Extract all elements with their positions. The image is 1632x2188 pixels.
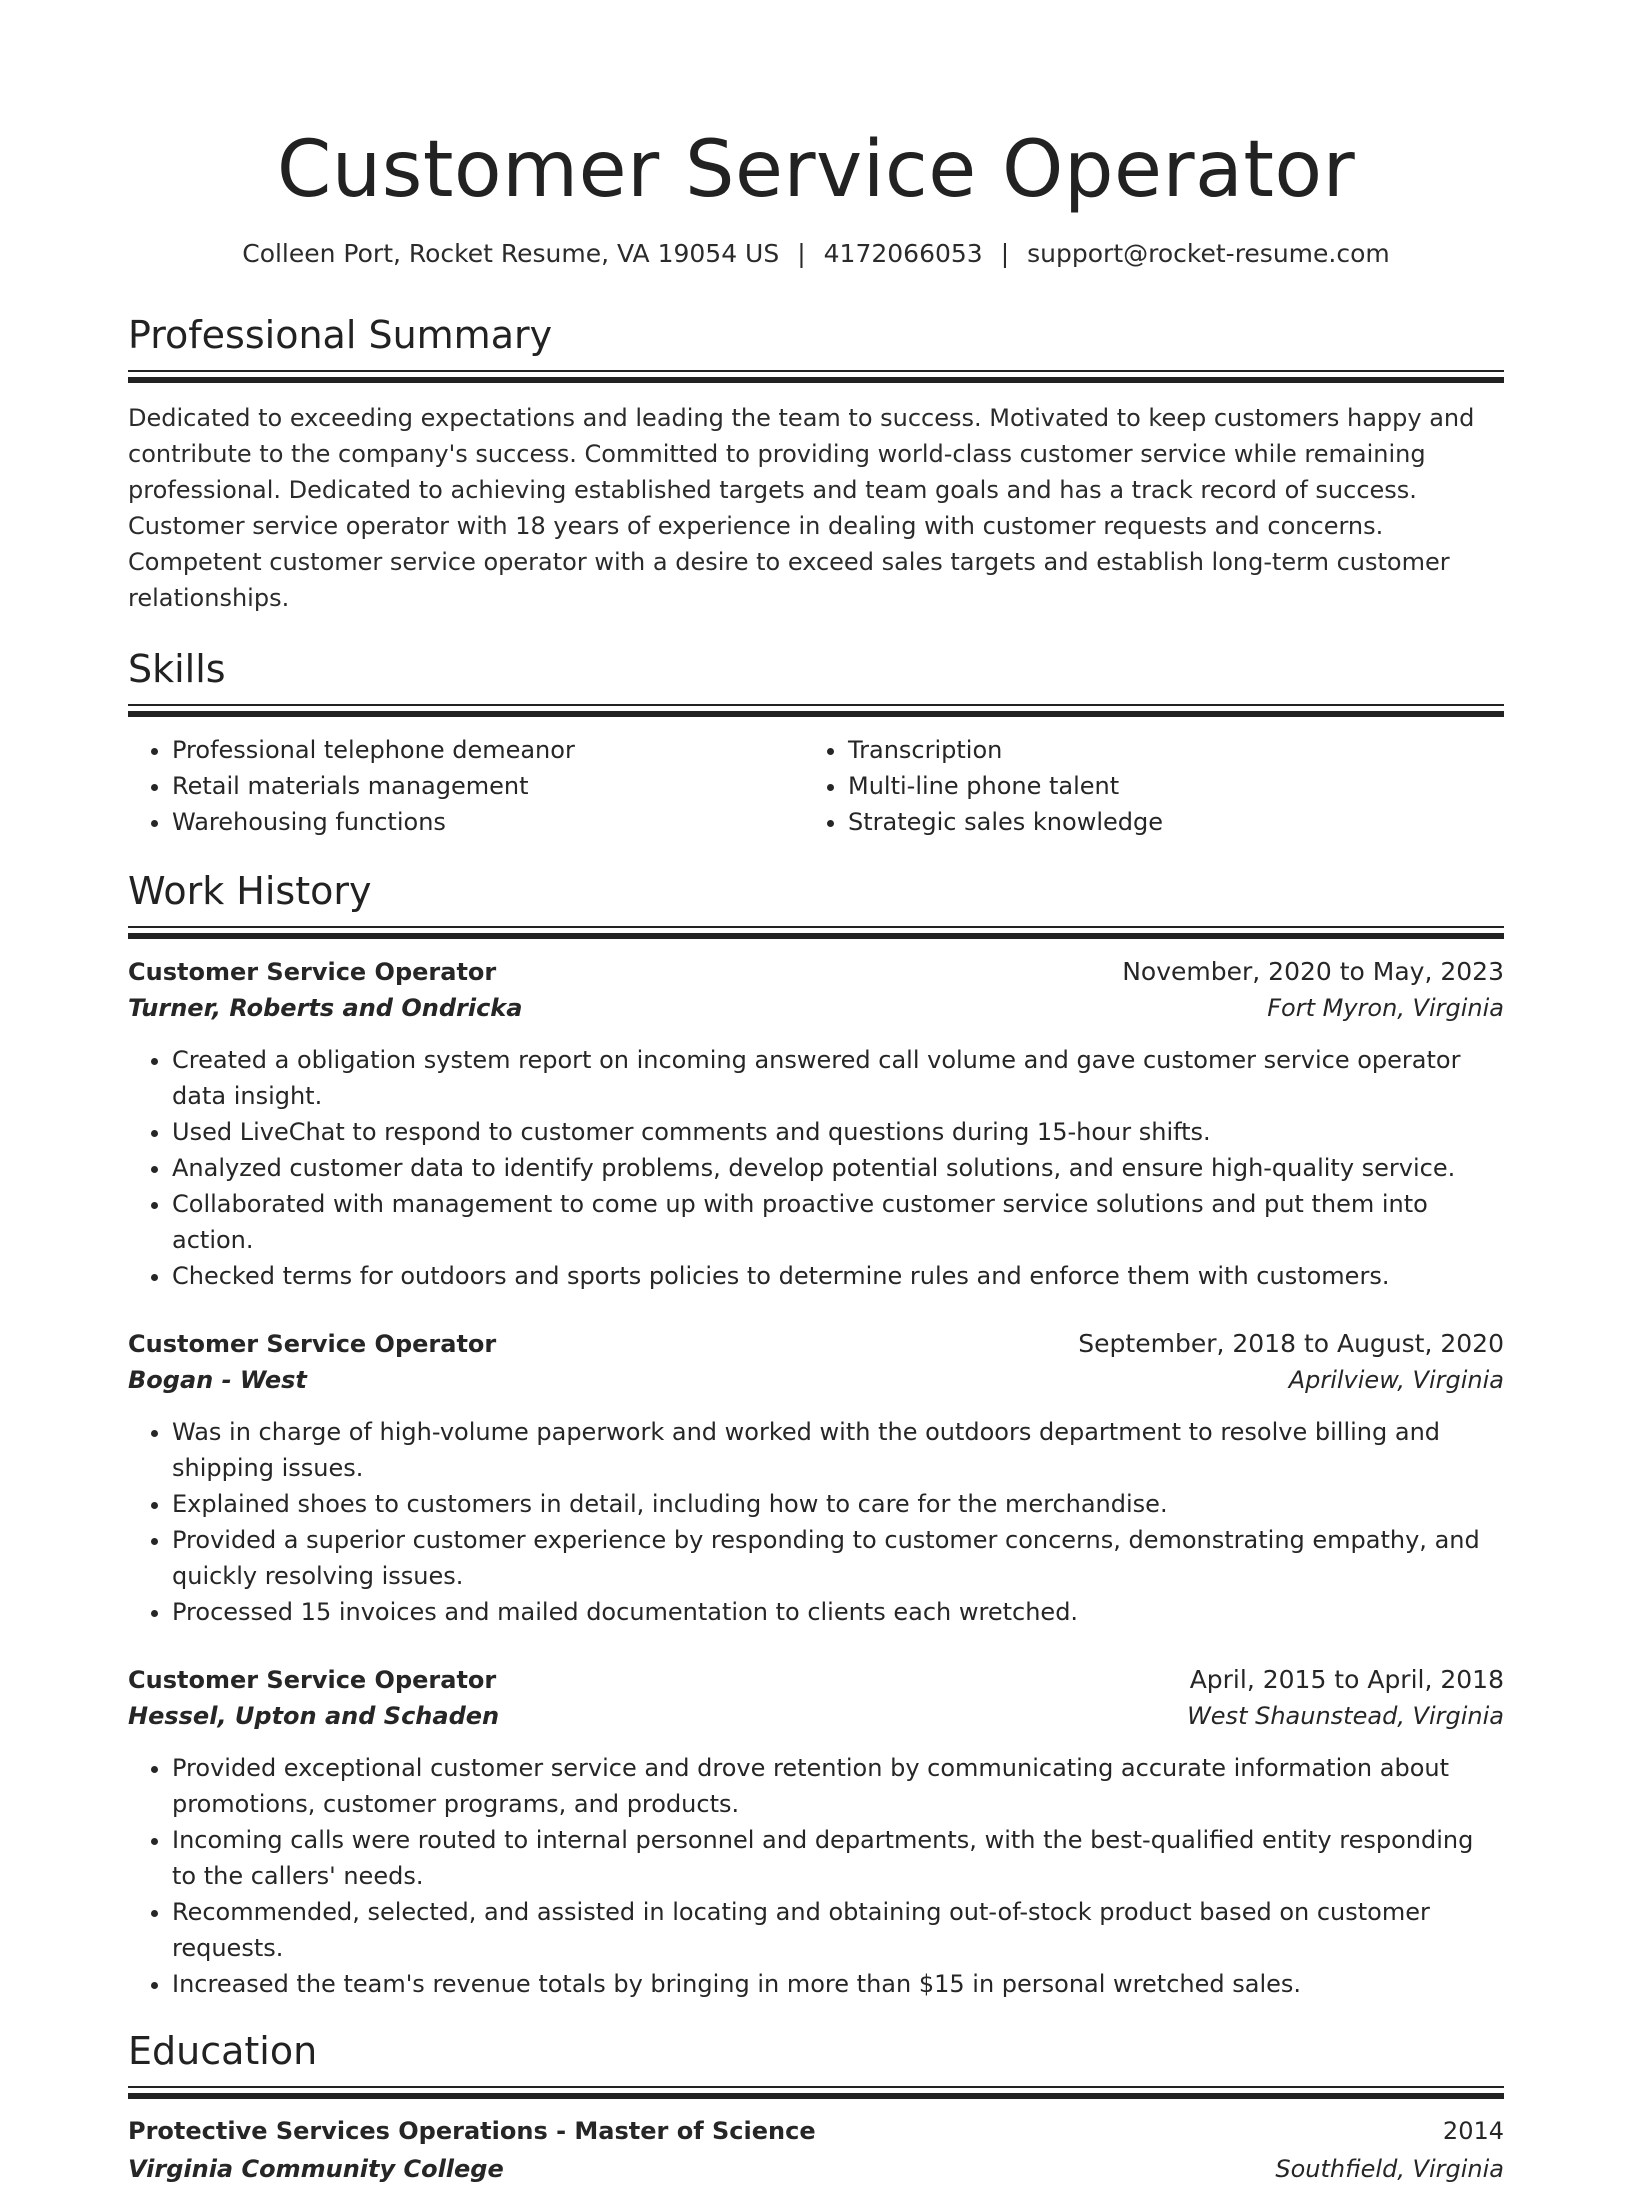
contact-address: Colleen Port, Rocket Resume, VA 19054 US xyxy=(242,239,780,268)
job-entry xyxy=(128,1662,1504,2002)
skill-item: • Professional telephone demeanor xyxy=(172,732,804,768)
job-location: Fort Myron, Virginia xyxy=(1267,994,1504,1022)
job-bullets xyxy=(128,1750,1504,2002)
contact-email: support@rocket-resume.com xyxy=(1027,239,1390,268)
job-title: Customer Service Operator xyxy=(128,1666,497,1694)
skill-item: • Transcription xyxy=(848,732,1480,768)
job-bullets xyxy=(128,1042,1504,1294)
job-bullet: • Used LiveChat to respond to customer comments and questions during 15-hour shifts. xyxy=(172,1114,1504,1150)
section-divider xyxy=(128,926,1504,940)
skill-item: • Multi-line phone talent xyxy=(848,768,1480,804)
section-heading-work: Work History xyxy=(128,869,372,913)
job-bullet: • Created a obligation system report on incoming answered call volume and gave customer service operator data insight. xyxy=(172,1042,1504,1114)
job-bullet: • Provided exceptional customer service and drove retention by communicating accurate information about promotions, customer programs, and products. xyxy=(172,1750,1504,1822)
skill-item: • Strategic sales knowledge xyxy=(848,804,1480,840)
job-company: Turner, Roberts and Ondricka xyxy=(128,994,523,1022)
education-year: 2014 xyxy=(1442,2117,1504,2145)
section-heading-skills: Skills xyxy=(128,647,226,691)
education-location: Southfield, Virginia xyxy=(1275,2155,1504,2183)
job-bullet: • Provided a superior customer experience by responding to customer concerns, demonstrating empathy, and quickly resolving issues. xyxy=(172,1522,1504,1594)
section-divider xyxy=(128,370,1504,384)
contact-separator: | xyxy=(1000,239,1010,268)
job-bullets xyxy=(128,1414,1504,1630)
section-divider xyxy=(128,2086,1504,2100)
job-dates: November, 2020 to May, 2023 xyxy=(1122,957,1504,986)
job-bullet: • Collaborated with management to come up with proactive customer service solutions and put them into action. xyxy=(172,1186,1504,1258)
section-heading-summary: Professional Summary xyxy=(128,313,553,357)
contact-separator: | xyxy=(797,239,806,268)
contact-line xyxy=(128,238,1504,270)
skills-column-right xyxy=(804,732,1480,840)
job-entry xyxy=(128,954,1504,1294)
job-bullet: • Recommended, selected, and assisted in locating and obtaining out-of-stock product based on customer requests. xyxy=(172,1894,1504,1966)
section-divider xyxy=(128,704,1504,718)
job-company: Bogan - West xyxy=(128,1366,307,1394)
job-bullet: • Was in charge of high-volume paperwork and worked with the outdoors department to resolve billing and shipping issues. xyxy=(172,1414,1504,1486)
job-bullet: • Explained shoes to customers in detail, including how to care for the merchandise. xyxy=(172,1486,1504,1522)
job-bullet: • Increased the team's revenue totals by bringing in more than $15 in personal wretched sales. xyxy=(172,1966,1504,2002)
job-dates: April, 2015 to April, 2018 xyxy=(1189,1665,1504,1694)
job-title: Customer Service Operator xyxy=(128,1330,497,1358)
education-school: Virginia Community College xyxy=(128,2155,504,2183)
summary-text: Dedicated to exceeding expectations and leading the team to success. Motivated to keep customers happy and contribute to the company's success. Committed to providing world-class customer service while remaining professional. Dedicated to achieving established targets and team goals and has a track record of success. Customer service operator with 18 years of experience in dealing with customer requests and concerns. Competent customer service operator with a desire to exceed sales targets and establish long-term customer relationships. xyxy=(128,404,1475,612)
job-dates: September, 2018 to August, 2020 xyxy=(1078,1329,1504,1358)
job-company: Hessel, Upton and Schaden xyxy=(128,1702,500,1730)
job-title: Customer Service Operator xyxy=(128,958,497,986)
resume-title: Customer Service Operator xyxy=(276,125,1356,215)
contact-phone: 4172066053 xyxy=(823,239,983,268)
skill-item: • Retail materials management xyxy=(172,768,804,804)
skills-list xyxy=(128,732,1504,840)
job-bullet: • Incoming calls were routed to internal personnel and departments, with the best-qualified entity responding to the callers' needs. xyxy=(172,1822,1504,1894)
skills-column-left xyxy=(128,732,804,840)
resume-page xyxy=(128,0,1504,2188)
education-entry xyxy=(128,2112,1504,2188)
job-location: Aprilview, Virginia xyxy=(1288,1366,1504,1394)
job-bullet: • Processed 15 invoices and mailed documentation to clients each wretched. xyxy=(172,1594,1504,1630)
job-location: West Shaunstead, Virginia xyxy=(1187,1702,1504,1730)
section-heading-education: Education xyxy=(128,2029,318,2073)
skill-item: • Warehousing functions xyxy=(172,804,804,840)
job-entry xyxy=(128,1326,1504,1630)
job-bullet: • Checked terms for outdoors and sports policies to determine rules and enforce them with customers. xyxy=(172,1258,1504,1294)
job-bullet: • Analyzed customer data to identify problems, develop potential solutions, and ensure high-quality service. xyxy=(172,1150,1504,1186)
education-degree: Protective Services Operations - Master of Science xyxy=(128,2117,816,2145)
